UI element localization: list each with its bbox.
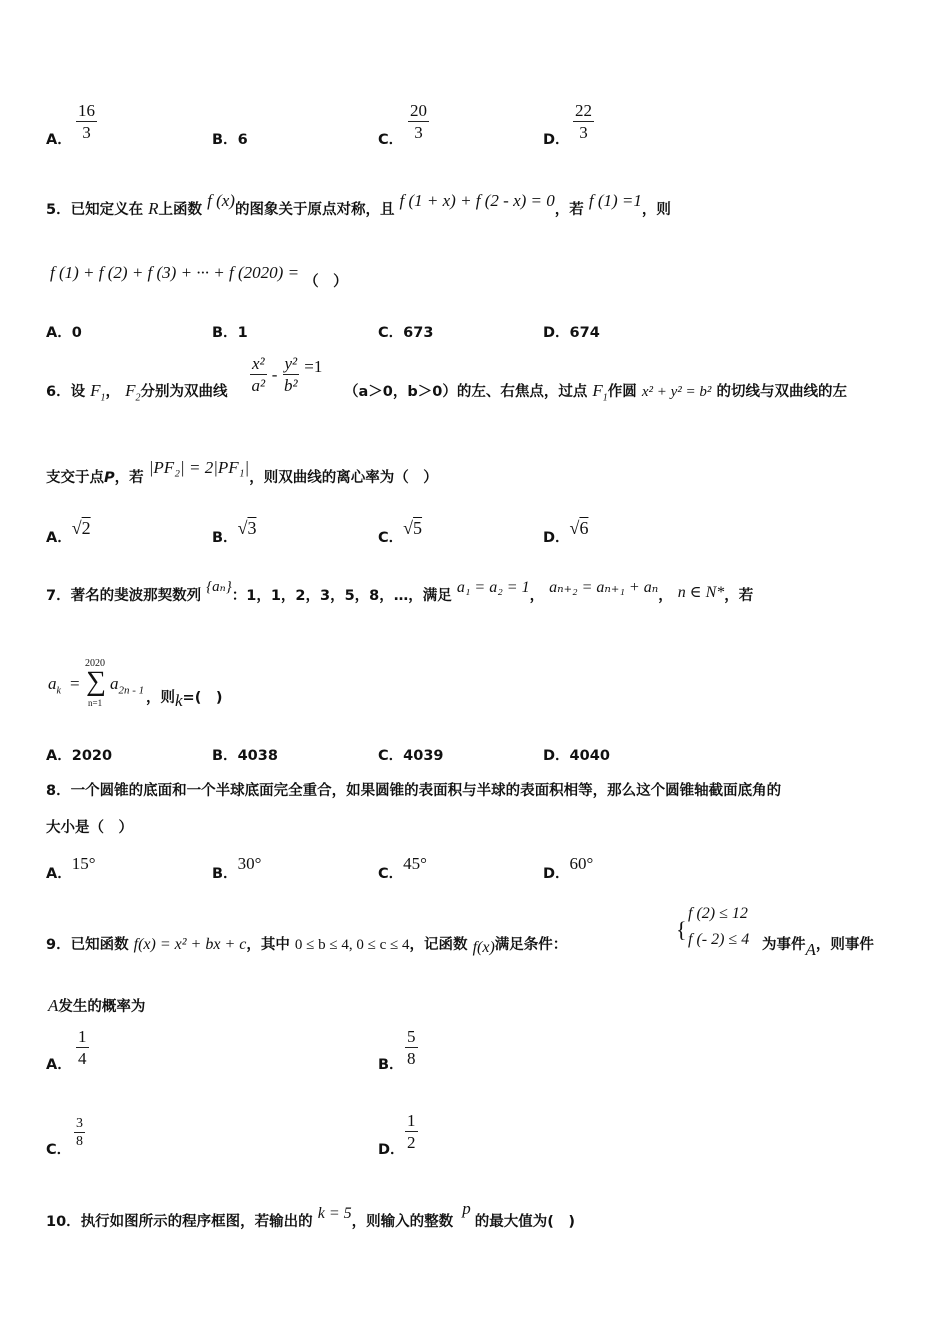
q6-option-d: D．√6 [543, 518, 589, 546]
q9-option-c: C． [46, 1142, 72, 1158]
q5-option-d: D．674 [543, 325, 600, 341]
q7-stem: 7．著名的斐波那契数列 {aₙ}：1，1，2，3，5，8，…，满足 a₁ = a₂ = 1， aₙ₊₂ = aₙ₊₁ + aₙ， n ∈ N*，若 [46, 579, 754, 604]
q9-option-b-fraction: $\frac{5}{8}$ [407, 1027, 416, 1068]
q8-line2: 大小是（ ） [46, 820, 133, 836]
q5-sum-line: f (1) + f (2) + f (3) + ··· + f (2020) = （ ） [50, 263, 348, 290]
q4-option-d-fraction: $\frac{22}{3}$ [575, 101, 592, 142]
q8-option-b: B．30° [212, 854, 262, 882]
q8-line1: 8．一个圆锥的底面和一个半球底面完全重合，如果圆锥的表面积与半球的表面积相等，那么这个圆锥轴截面底角的 [46, 783, 782, 799]
q8-option-a: A．15° [46, 854, 96, 882]
q9-option-d-fraction: $\frac{1}{2}$ [407, 1111, 416, 1152]
q9-option-d: D． [378, 1142, 405, 1158]
q9-stem-end: 为事件A，则事件 [762, 937, 874, 959]
q8-option-d: D．60° [543, 854, 594, 882]
q5-option-c: C．673 [378, 325, 434, 341]
q4-option-a-fraction: $\frac{16}{3}$ [78, 101, 95, 142]
q4-option-c: C． [378, 132, 404, 148]
q10-stem: 10．执行如图所示的程序框图，若输出的 k = 5，则输入的整数 p的最大值为( ) [46, 1199, 575, 1230]
q7-option-a: A．2020 [46, 748, 113, 764]
q6-hyperbola: $\frac{\text{x²}}{\text{a²}}$ - $\frac{\text{y²}}{\text{b²}}$ =1 [251, 354, 323, 395]
q5-option-a: A．0 [46, 325, 82, 341]
q7-question: ，则k=( ) [146, 690, 223, 710]
q5-stem: 5．已知定义在 R上函数 f (x)的图象关于原点对称，且 f (1 + x) + f (2 - x) = 0，若 f (1) =1，则 [46, 191, 671, 218]
q6-option-a: A．√2 [46, 518, 91, 546]
q7-option-b: B．4038 [212, 748, 278, 764]
q6-option-c: C．√5 [378, 518, 423, 546]
q7-option-c: C．4039 [378, 748, 444, 764]
q6-option-b: B．√3 [212, 518, 257, 546]
q9-option-a-fraction: $\frac{1}{4}$ [78, 1027, 87, 1068]
q9-option-b: B． [378, 1057, 404, 1073]
q8-option-c: C．45° [378, 854, 427, 882]
q9-stem: 9．已知函数 f(x) = x² + bx + c，其中 0 ≤ b ≤ 4, 0 ≤ c ≤ 4，记函数 f(x)满足条件： [46, 936, 568, 956]
q4-option-d: D． [543, 132, 570, 148]
option-label: A． [46, 132, 72, 148]
q6-line2: 支交于点P，若 |PF₂| = 2|PF₁|，则双曲线的离心率为（ ） [46, 458, 438, 486]
q4-option-b: B．6 [212, 132, 248, 148]
q6-stem-rest: （a＞0，b＞0）的左、右焦点，过点 $F_1$作圆 x² + y² = b² 的切线与双曲线的左 [344, 381, 847, 404]
q9-option-a: A． [46, 1057, 72, 1073]
q6-num: 6．设 $F_1$， $F_2$分别为双曲线 [46, 381, 228, 404]
q7-option-d: D．4040 [543, 748, 610, 764]
q9-line2: A发生的概率为 [48, 996, 146, 1015]
q4-option-a [46, 128, 72, 149]
q4-option-c-fraction: $\frac{20}{3}$ [410, 101, 427, 142]
q5-option-b: B．1 [212, 325, 248, 341]
q9-option-c-fraction: $\frac{3}{8}$ [76, 1116, 83, 1149]
